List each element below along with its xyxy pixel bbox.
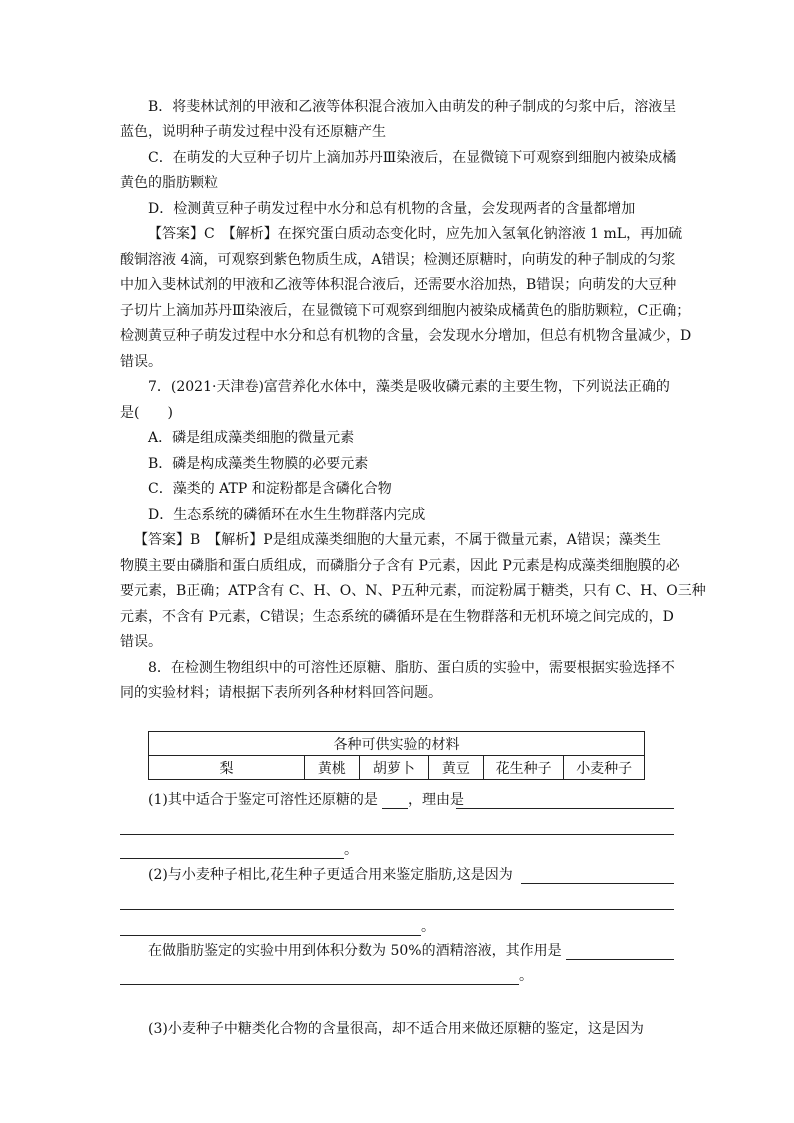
text-line: 元素，不含有 P元素，C错误；生态系统的磷循环是在生物群落和无机环境之间完成的，D — [120, 609, 674, 625]
text-line: ，理由是 — [408, 792, 464, 808]
text-line: (3)小麦种子中糖类化合物的含量很高，却不适合用来做还原糖的鉴定，这是因为 — [148, 1021, 644, 1037]
text-line: 要元素，B正确；ATP含有 C、H、O、N、P五种元素，而淀粉属于糖类，只有 C、H、O三种 — [120, 583, 706, 599]
text-line: 8．在检测生物组织中的可溶性还原糖、脂肪、蛋白质的实验中，需要根据实验选择不 — [148, 660, 675, 676]
table-cell: 黄豆 — [429, 756, 484, 780]
text-line: B．磷是构成藻类生物膜的必要元素 — [148, 456, 369, 472]
text-line: 子切片上滴加苏丹Ⅲ染液后，在显微镜下可观察到细胞内被染成橘黄色的脂肪颗粒，C正确； — [120, 303, 691, 319]
text-line: 物膜主要由磷脂和蛋白质组成，而磷脂分子含有 P元素，因此 P元素是构成藻类细胞膜的必 — [120, 558, 680, 574]
text-line: 【答案】C 【解析】在探究蛋白质动态变化时，应先加入氢氧化钠溶液 1 mL，再加硫 — [148, 226, 683, 242]
text-line: (1)其中适合于鉴定可溶性还原糖的是 — [148, 792, 378, 808]
table-cell: 花生种子 — [483, 756, 564, 780]
answer-blank[interactable] — [521, 883, 674, 884]
text-line: 7．(2021·天津卷)富营养化水体中，藻类是吸收磷元素的主要生物，下列说法正确的 — [148, 379, 670, 395]
text-line: A．磷是组成藻类细胞的微量元素 — [148, 430, 355, 446]
table-cell: 黄桃 — [305, 756, 360, 780]
text-line: 错误。 — [120, 354, 162, 370]
answer-blank[interactable] — [382, 808, 408, 809]
text-line: 中加入斐林试剂的甲液和乙液等体积混合液后，还需要水浴加热，B错误；向萌发的大豆种 — [120, 277, 677, 293]
text-line: 【答案】B 【解析】P是组成藻类细胞的大量元素，不属于微量元素，A错误；藻类生 — [134, 532, 661, 548]
table-cell: 小麦种子 — [564, 756, 645, 780]
text-line: (2)与小麦种子相比,花生种子更适合用来鉴定脂肪,这是因为 — [148, 867, 513, 883]
text-line: D．检测黄豆种子萌发过程中水分和总有机物的含量，会发现两者的含量都增加 — [148, 201, 636, 217]
text-line: 。 — [519, 968, 533, 984]
answer-blank[interactable] — [120, 909, 674, 910]
answer-blank[interactable] — [120, 834, 674, 835]
answer-blank[interactable] — [120, 935, 421, 936]
answer-blank[interactable] — [120, 858, 344, 859]
materials-table — [148, 731, 645, 780]
text-line: 。 — [344, 842, 358, 858]
table-cell: 胡萝卜 — [359, 756, 428, 780]
text-line: 蓝色，说明种子萌发过程中没有还原糖产生 — [120, 124, 386, 140]
text-line: 同的实验材料；请根据下表所列各种材料回答问题。 — [120, 685, 442, 701]
table-header: 各种可供实验的材料 — [149, 732, 645, 756]
text-line: B．将斐林试剂的甲液和乙液等体积混合液加入由萌发的种子制成的匀浆中后，溶液呈 — [148, 99, 677, 115]
text-line: C．在萌发的大豆种子切片上滴加苏丹Ⅲ染液后，在显微镜下可观察到细胞内被染成橘 — [148, 150, 677, 166]
text-line: 错误。 — [120, 634, 162, 650]
text-line: 酸铜溶液 4滴，可观察到紫色物质生成，A错误；检测还原糖时，向萌发的种子制成的匀浆 — [120, 252, 676, 268]
text-line: 在做脂肪鉴定的实验中用到体积分数为 50%的酒精溶液，其作用是 — [148, 943, 562, 959]
text-line: C．藻类的 ATP 和淀粉都是含磷化合物 — [148, 481, 392, 497]
text-line: D．生态系统的磷循环在水生生物群落内完成 — [148, 507, 426, 523]
table-cell: 梨 — [149, 756, 305, 780]
text-line: 。 — [421, 919, 435, 935]
text-line: 是( ) — [120, 405, 173, 421]
text-line: 黄色的脂肪颗粒 — [120, 175, 218, 191]
answer-blank[interactable] — [566, 959, 674, 960]
answer-blank[interactable] — [456, 808, 674, 809]
answer-blank[interactable] — [120, 984, 519, 985]
text-line: 检测黄豆种子萌发过程中水分和总有机物的含量，会发现水分增加，但总有机物含量减少，D — [120, 328, 692, 344]
